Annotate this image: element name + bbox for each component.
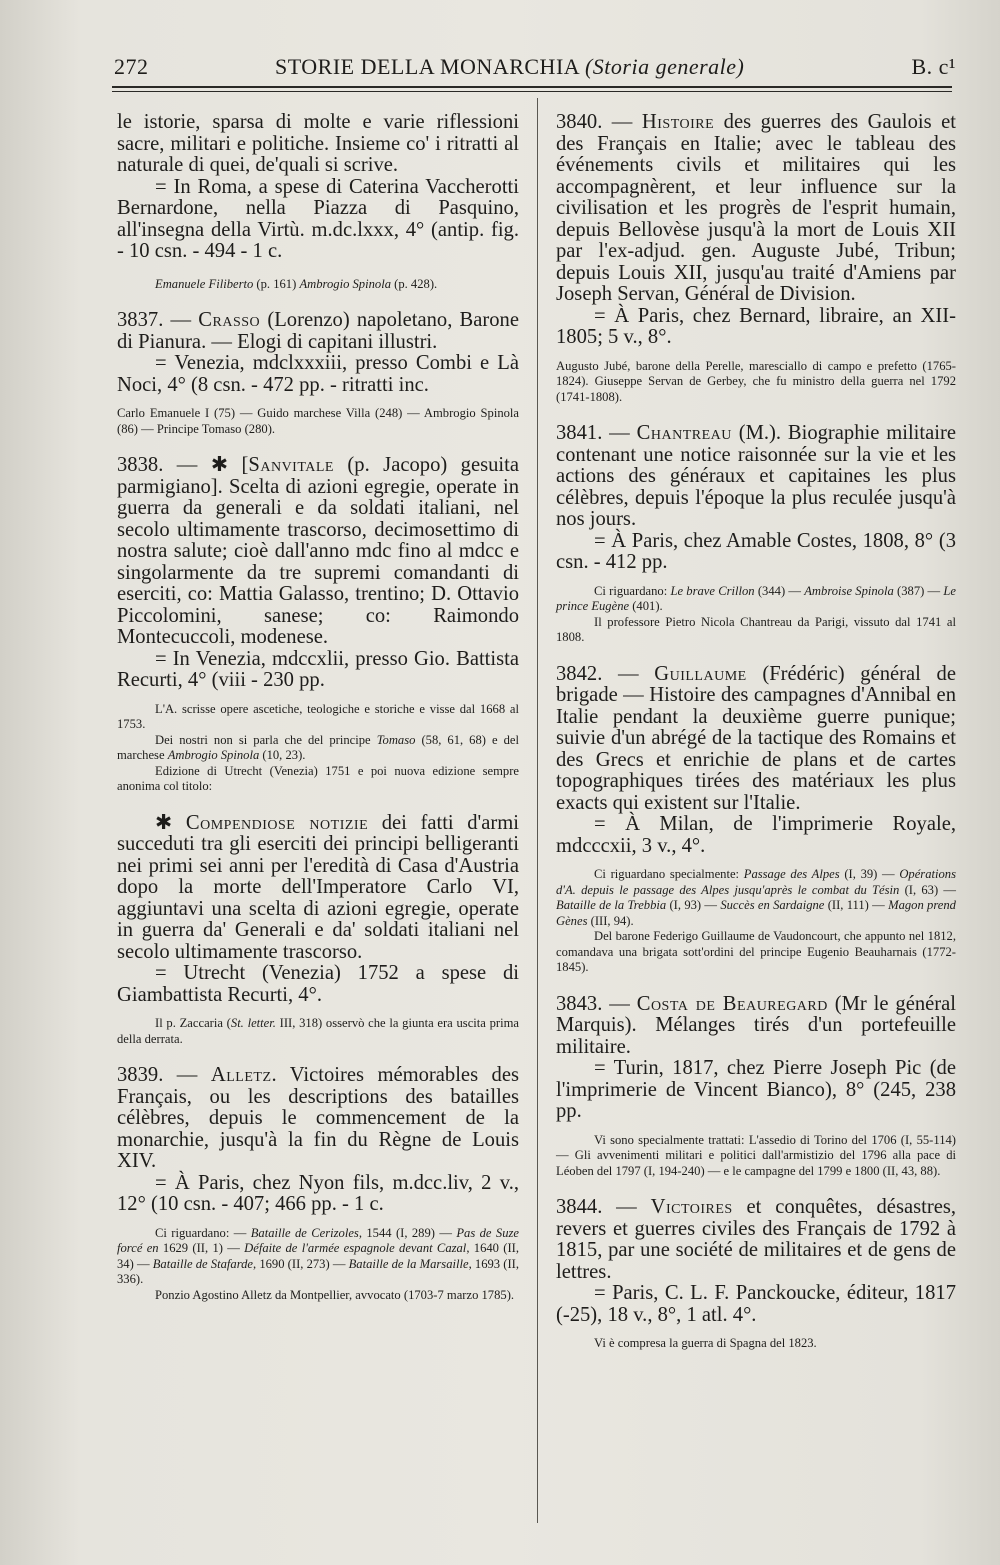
running-header [112, 50, 964, 84]
entry-3844-title: Victoires [650, 1196, 733, 1218]
continuation-imprint: = In Roma, a spese di Caterina Vaccherotti Bernardone, nella Piazza di Pasquino, all'insegna della Virtù. m.dc.lxxx, 4° (antip. fig. - 10 csn. - 494 - 1 c. [117, 175, 519, 262]
entry-3839-note-2: Ponzio Agostino Alletz da Montpellier, avvocato (1703-7 marzo 1785). [155, 1287, 515, 1302]
right-column [556, 112, 956, 1352]
entry-3839-author: Alletz [210, 1064, 272, 1086]
entry-3840-title: Histoire [641, 111, 715, 133]
entry-3839-imprint: = À Paris, chez Nyon fils, m.dcc.liv, 2 v., 12° (10 csn. - 407; 466 pp. - 1 c. [117, 1171, 519, 1215]
entry-compendiose-note: Il p. Zaccaria (St. letter. III, 318) osservò che la giunta era uscita prima della derrata. [117, 1016, 519, 1046]
entry-3844: 3844. — Victoires et conquêtes, désastres, revers et guerres civiles des Français de 1792 à 1815, par une société de militaires et de gens de lettres. [556, 1196, 956, 1283]
continuation-text: le istorie, sparsa di molte e varie riflessioni sacre, militari e politiche. Insieme co' i ritratti al naturale di quei, de'quali si scrive. [117, 111, 519, 176]
entry-3844-note: Vi è compresa la guerra di Spagna del 1823. [594, 1336, 817, 1350]
entry-3837-author: Crasso [198, 309, 261, 331]
entry-3843-imprint: = Turin, 1817, chez Pierre Joseph Pic (de l'imprimerie de Vincent Bianco), 8° (245, 238 pp. [556, 1057, 956, 1122]
entry-3842: 3842. — Guillaume (Frédéric) général de brigade — Histoire des campagnes d'Annibal en Italie pendant la deuxième guerre punique; suivie d'un abrégé de la tactique des Romains et des Grecs et enrichie de plans et de cartes topographiques tirées des matériaux les plus exacts qui existent sur l'Italie. [556, 662, 956, 814]
page-number: 272 [114, 54, 149, 79]
entry-3842-note: Ci riguardano specialmente: Passage des Alpes (I, 39) — Opérations d'A. depuis le passage des Alpes jusqu'après le combat du Tésin (I, 63) — Bataille de la Trebbia (I, 93) — Succès en Sardaigne (II, 111) — Magon prend Gènes (III, 94). [556, 867, 956, 928]
running-title-main: STORIE DELLA MONARCHIA [275, 54, 579, 79]
entry-3838-note-1: L'A. scrisse opere ascetiche, teologiche e storiche e visse dal 1668 al 1753. [117, 701, 519, 731]
entry-3843: 3843. — Costa de Beauregard (Mr le général Marquis). Mélanges tirés d'un portefeuille militaire. [556, 992, 957, 1058]
column-divider [537, 98, 538, 1523]
entry-compendiose: ✱ Compendiose notizie dei fatti d'armi succeduti tra gli eserciti dei principi belligeranti nei primi sei anni per l'eredità di Casa d'Austria dopo la morte dell'Imperatore Carlo VI, aggiuntavi una scelta di azioni egregie, operate in guerra da' Generali e da' soldati italiani nel secolo ultimamente trascorso. [117, 811, 519, 963]
entry-3842-note-2: Del barone Federigo Guillaume de Vaudoncourt, che appunto nel 1812, comandava una brigata sott'ordini del principe Eugenio Beauharnais (1772-1845). [556, 929, 956, 974]
entry-compendiose-title: Compendiose notizie [185, 811, 369, 834]
left-column [117, 112, 519, 1303]
entry-3838-author: Sanvitale [248, 454, 334, 476]
running-title-sub: (Storia generale) [584, 54, 745, 79]
entry-3838-note-3: Edizione di Utrecht (Venezia) 1751 e poi nuova edizione sempre anonima col titolo: [117, 763, 519, 793]
entry-3841: 3841. — Chantreau (M.). Biographie militaire contenant une notice raisonnée sur la vie et les actions des généraux et capitaines les plus célèbres, depuis l'époque la plus reculée jusqu'à nos jours. [556, 422, 956, 530]
running-title [275, 54, 744, 80]
entry-3838: 3838. — ✱ [Sanvitale (p. Jacopo) gesuita parmigiano]. Scelta di azioni egregie, operate in guerra da generali e da soldati italiani, nel secolo ultimamente trascorso, decimosettimo di nostra salute; cioè dall'anno mdc fino al mdcc e singolarmente da tre supremi comandanti di eserciti, co: Mattia Galasso, trentino; D. Ottavio Piccolomini, sanese; co: Raimondo Montecuccoli, modenese. [117, 454, 519, 648]
entry-compendiose-imprint: = Utrecht (Venezia) 1752 a spese di Giambattista Recurti, 4°. [117, 962, 519, 1006]
entry-3840-note: Augusto Jubé, barone della Perelle, maresciallo di campo e prefetto (1765-1824). Giuseppe Servan de Gerbey, che fu ministro della guerra nel 1792 (1741-1808). [556, 358, 956, 404]
header-rule-thick [112, 86, 952, 88]
entry-3839: 3839. — Alletz. Victoires mémorables des Français, ou les descriptions des batailles célèbres, depuis le commencement de la monarchie, jusqu'à la fin du Règne de Louis XIV. [117, 1064, 519, 1172]
entry-3840: 3840. — Histoire des guerres des Gaulois et des Français en Italie; avec le tableau des événements civils et militaires qui les accompagnèrent, et leur influence sur la civilisation et les progrès de l'esprit humain, depuis Bellovèse jusqu'à la mort de Louis XII par l'ex-adjud. gen. Auguste Jubé, Tribun; depuis Louis XII, jusqu'au traité d'Amiens par Joseph Servan, Général de Division. [556, 111, 956, 305]
entry-3837-imprint: = Venezia, mdclxxxiii, presso Combi e Là Noci, 4° (8 csn. - 472 pp. - ritratti inc. [117, 352, 519, 396]
continuation-note: Emanuele Filiberto (p. 161) Ambrogio Spinola (p. 428). [155, 276, 438, 291]
entry-3841-note: Ci riguardano: Le brave Crillon (344) — Ambroise Spinola (387) — Le prince Eugène (401). [556, 583, 956, 613]
entry-3843-author: Costa de Beauregard [636, 992, 828, 1015]
entry-3837: 3837. — Crasso (Lorenzo) napoletano, Barone di Pianura. — Elogi di capitani illustri. [117, 309, 519, 353]
section-mark: B. c¹ [911, 54, 956, 79]
entry-3841-imprint: = À Paris, chez Amable Costes, 1808, 8° (3 csn. - 412 pp. [556, 529, 956, 573]
entry-3842-author: Guillaume [654, 662, 747, 685]
entry-3837-note: Carlo Emanuele I (75) — Guido marchese Villa (248) — Ambrogio Spinola (86) — Principe Tomaso (280). [117, 406, 519, 436]
entry-3838-note-2: Dei nostri non si parla che del principe Tomaso (58, 61, 68) e del marchese Ambrogio Spinola (10, 23). [117, 732, 520, 762]
entry-3841-note-2: Il professore Pietro Nicola Chantreau da Parigi, vissuto dal 1741 al 1808. [556, 614, 956, 644]
entry-3843-note: Vi sono specialmente trattati: L'assedio di Torino del 1706 (I, 55-114) — Gli avvenimenti militari e politici dall'armistizio del 1796 alla pace di Léoben del 1797 (I, 194-240) — e le campagne del 1799 e 1800 (II, 43, 88). [556, 1132, 956, 1178]
entry-3840-imprint: = À Paris, chez Bernard, libraire, an XII-1805; 5 v., 8°. [556, 304, 956, 348]
entry-3842-imprint: = À Milan, de l'imprimerie Royale, mdcccxii, 3 v., 4°. [556, 813, 956, 857]
entry-3838-imprint: = In Venezia, mdccxlii, presso Gio. Battista Recurti, 4° (viii - 230 pp. [117, 647, 519, 691]
entry-3839-note: Ci riguardano: — Bataille de Cerizoles, 1544 (I, 289) — Pas de Suze forcé en 1629 (II, 1) — Défaite de l'armée espagnole devant Cazal, 1640 (II, 34) — Bataille de Stafarde, 1690 (II, 273) — Bataille de la Marsaille, 1693 (II, 336). [117, 1225, 519, 1286]
entry-3841-author: Chantreau [636, 422, 732, 444]
entry-3844-imprint: = Paris, C. L. F. Panckoucke, éditeur, 1817 (-25), 18 v., 8°, 1 atl. 4°. [556, 1282, 956, 1326]
header-rule-thin [112, 91, 952, 92]
